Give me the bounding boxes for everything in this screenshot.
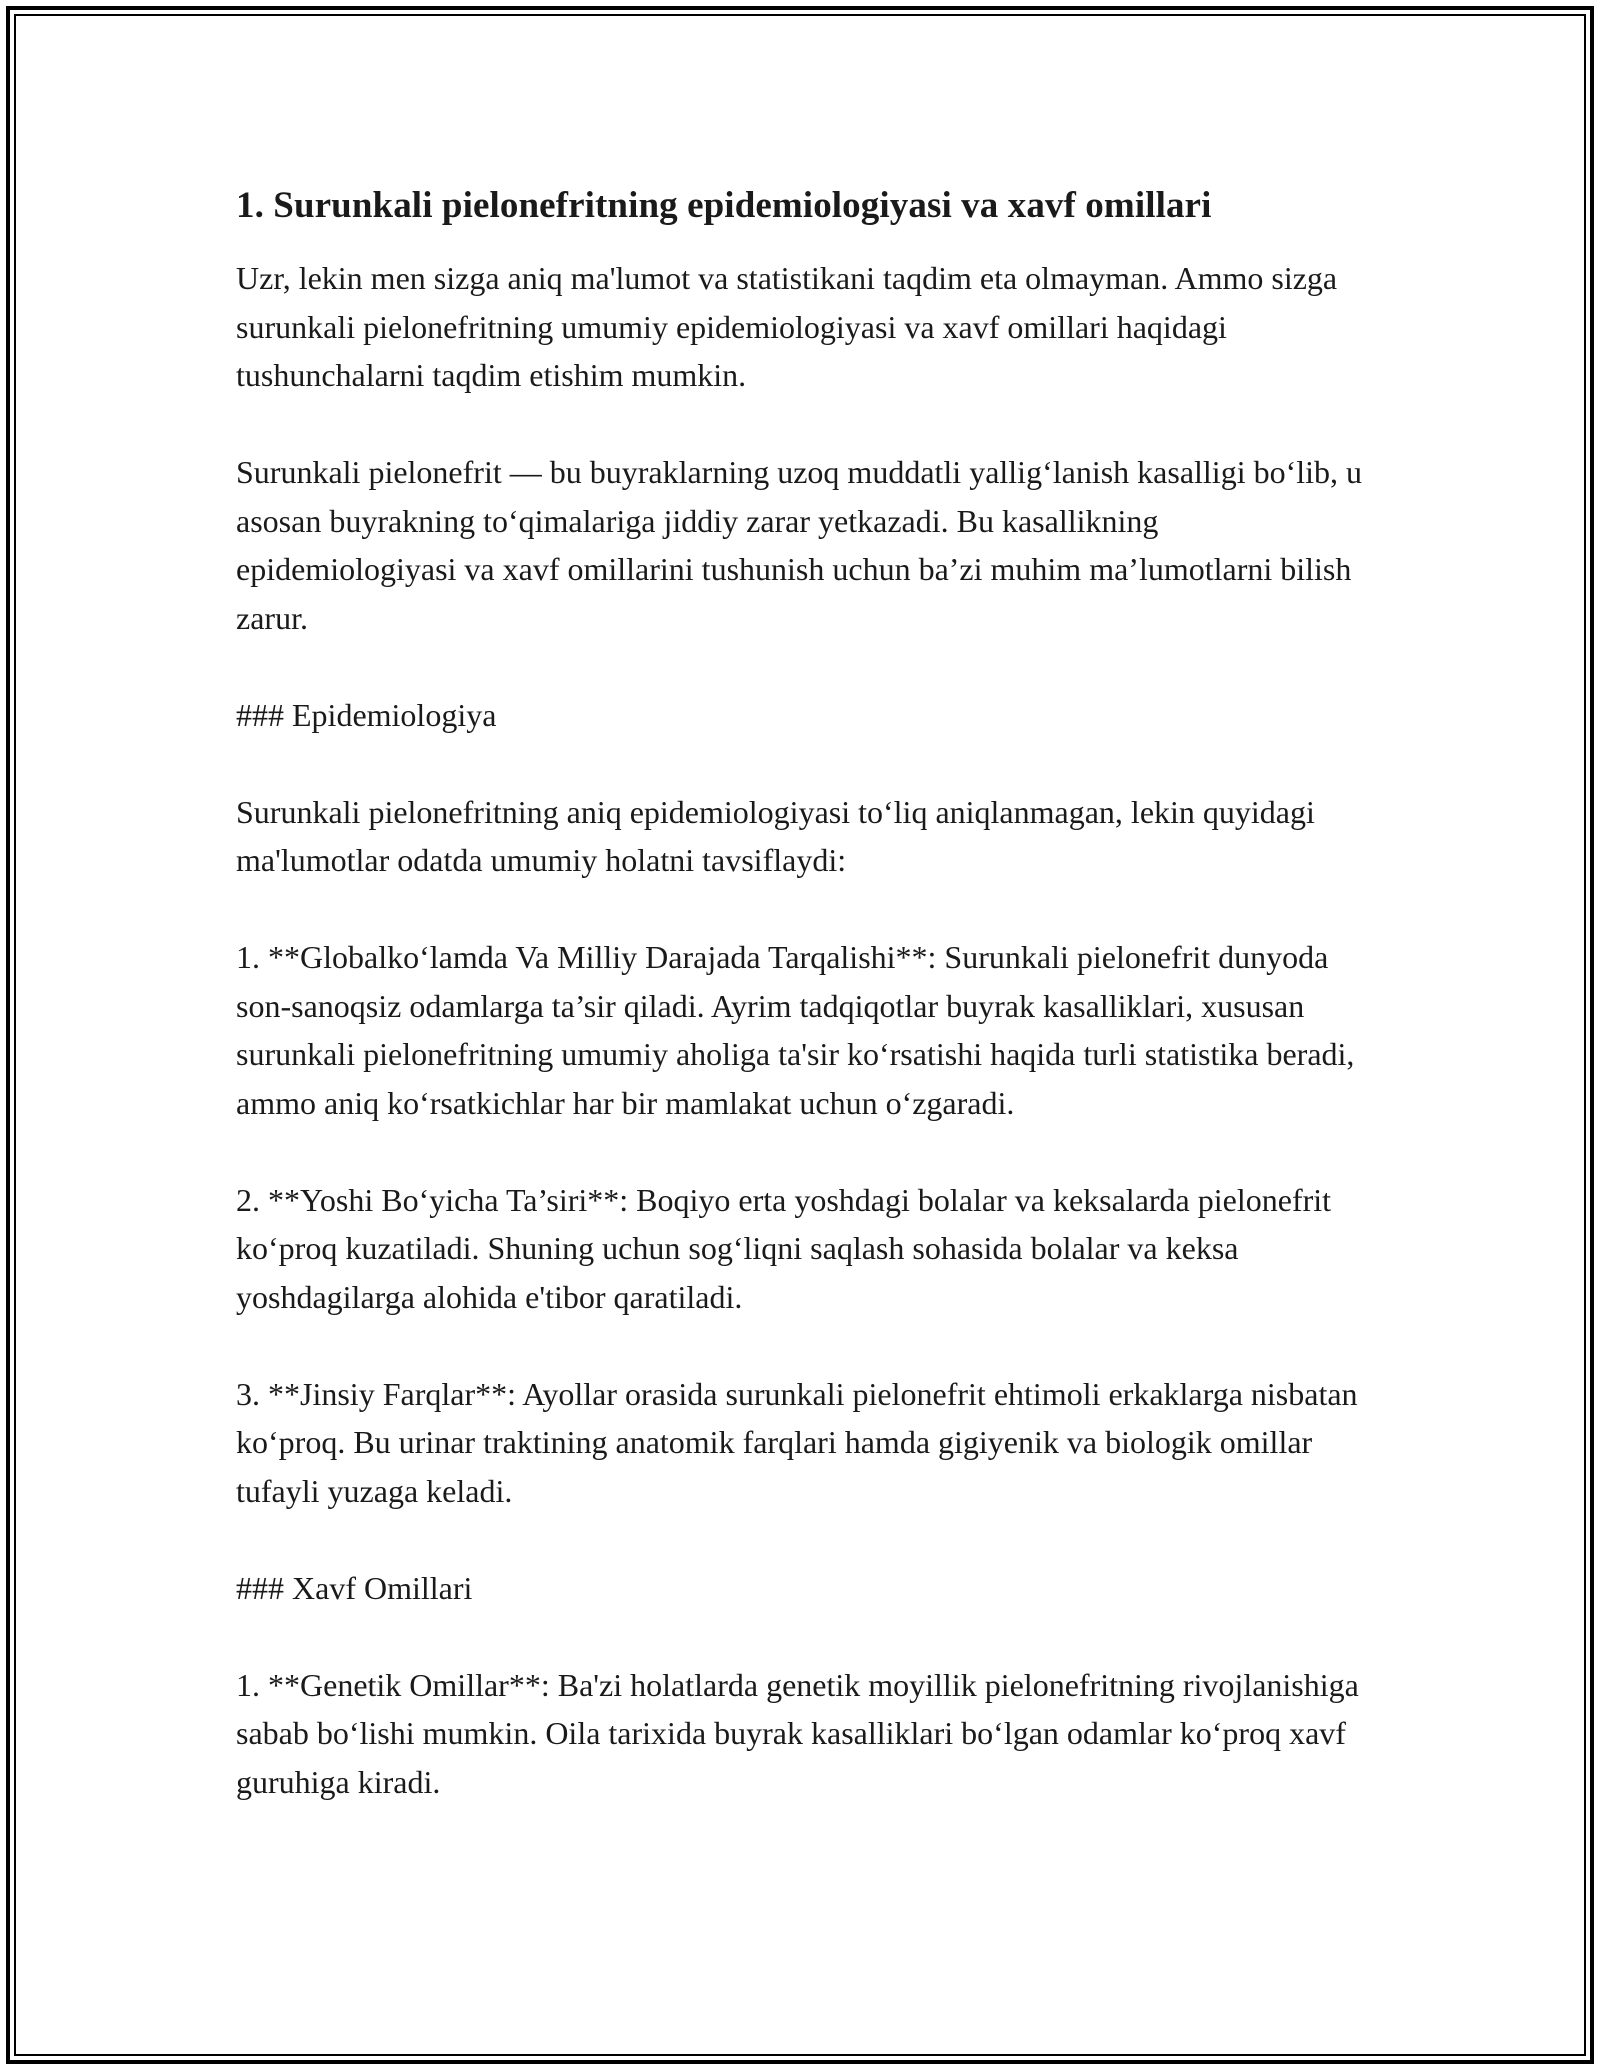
heading-risk-factors: ### Xavf Omillari bbox=[236, 1569, 473, 1606]
document-body bbox=[236, 182, 1376, 1806]
list-item-age-impact: 2. **Yoshi Bo‘yicha Ta’siri**: Boqiyo erta yoshdagi bolalar va keksalarda pielonefrit ko‘proq kuzatiladi. Shuning uchun sog‘liqni saqlash sohasida bolalar va keksa yoshdagilarga alohida e'tibor qaratiladi. bbox=[236, 1181, 1332, 1315]
list-item-gender-differences: 3. **Jinsiy Farqlar**: Ayollar orasida surunkali pielonefrit ehtimoli erkaklarga nisbatan ko‘proq. Bu urinar traktining anatomik farqlari hamda gigiyenik va biologik omillar tufayli yuzaga keladi. bbox=[236, 1375, 1358, 1509]
list-item-genetic-factors: 1. **Genetik Omillar**: Ba'zi holatlarda genetik moyillik pielonefritning rivojlanishiga sabab bo‘lishi mumkin. Oila tarixida buyrak kasalliklari bo‘lgan odamlar ko‘proq xavf guruhiga kiradi. bbox=[236, 1666, 1359, 1800]
list-item-global-prevalence: 1. **Globalko‘lamda Va Milliy Darajada Tarqalishi**: Surunkali pielonefrit dunyoda son-sanoqsiz odamlarga ta’sir qiladi. Ayrim tadqiqotlar buyrak kasalliklari, xususan surunkali pielonefritning umumiy aholiga ta'sir ko‘rsatishi haqida turli statistika beradi, ammo aniq ko‘rsatkichlar har bir mamlakat uchun o‘zgaradi. bbox=[236, 939, 1355, 1121]
paragraph-definition: Surunkali pielonefrit — bu buyraklarning uzoq muddatli yallig‘lanish kasalligi bo‘lib, u asosan buyrakning to‘qimalariga jiddiy zarar yetkazadi. Bu kasallikning epidemiologiyasi va xavf omillarini tushunish uchun ba’zi muhim ma’lumotlarni bilish zarur. bbox=[236, 454, 1363, 636]
document-title: 1. Surunkali pielonefritning epidemiologiyasi va xavf omillari bbox=[236, 185, 1212, 226]
paragraph-intro: Uzr, lekin men sizga aniq ma'lumot va statistikani taqdim eta olmayman. Ammo sizga surunkali pielonefritning umumiy epidemiologiyasi va xavf omillari haqidagi tushunchalarni taqdim etishim mumkin. bbox=[236, 260, 1338, 393]
paragraph-epidemiology-intro: Surunkali pielonefritning aniq epidemiologiyasi to‘liq aniqlanmagan, lekin quyidagi ma'lumotlar odatda umumiy holatni tavsiflaydi: bbox=[236, 793, 1315, 878]
heading-epidemiology: ### Epidemiologiya bbox=[236, 696, 497, 733]
